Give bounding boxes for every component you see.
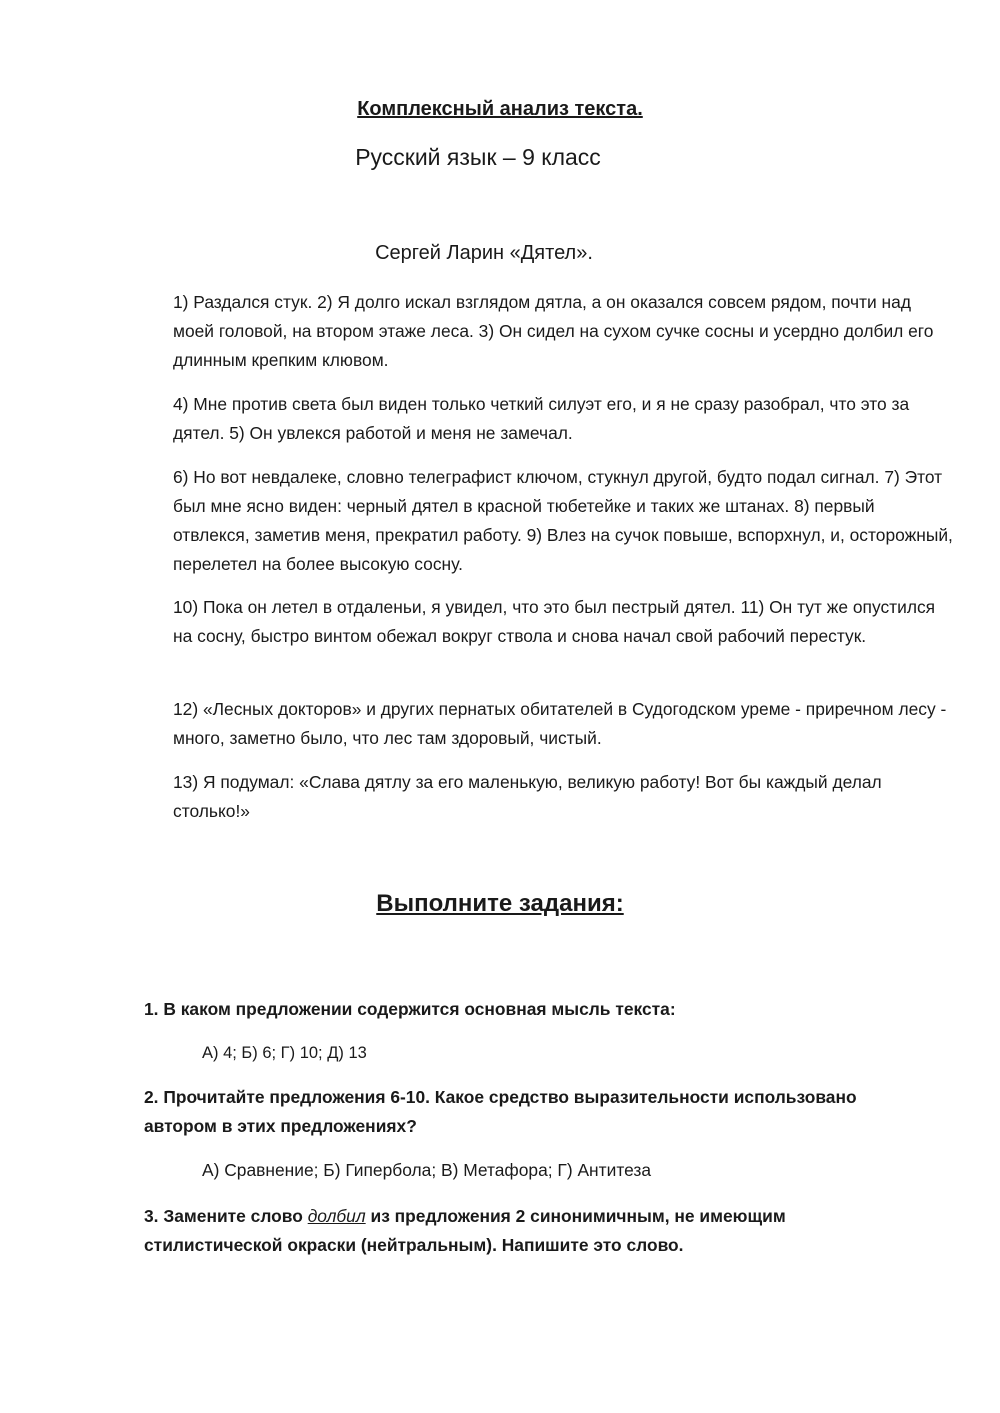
question-1-options: А) 4; Б) 6; Г) 10; Д) 13: [202, 1044, 367, 1062]
question-3: [144, 1202, 924, 1260]
story-paragraph-1: 1) Раздался стук. 2) Я долго искал взглядом дятла, а он оказался совсем рядом, почти над моей головой, на втором этаже леса. 3) Он сидел на сухом сучке сосны и усердно долбил его длинным крепким клювом.: [173, 292, 934, 370]
question-2: 2. Прочитайте предложения 6-10. Какое средство выразительности использовано автором в этих предложениях?: [144, 1087, 857, 1136]
document-title: Комплексный анализ текста.: [357, 98, 643, 120]
tasks-heading: Выполните задания:: [376, 890, 624, 917]
story-paragraph-2: 4) Мне против света был виден только четкий силуэт его, и я не сразу разобрал, что это за дятел. 5) Он увлекся работой и меня не замечал.: [173, 394, 910, 443]
story-paragraph-6: 13) Я подумал: «Слава дятлу за его маленькую, великую работу! Вот бы каждый делал столько!»: [173, 772, 882, 821]
question-2-options: А) Сравнение; Б) Гипербола; В) Метафора; Г) Антитеза: [202, 1160, 652, 1180]
story-paragraph-4: 10) Пока он летел в отдаленьи, я увидел, что это был пестрый дятел. 11) Он тут же опустился на сосну, быстро винтом обежал вокруг ствола и снова начал свой рабочий перестук.: [173, 597, 936, 646]
question-3-highlighted-word: долбил: [307, 1206, 366, 1226]
document-subtitle: Русский язык – 9 класс: [355, 144, 601, 170]
story-paragraph-5: 12) «Лесных докторов» и других пернатых обитателей в Судогодском уреме - приречном лесу - много, заметно было, что лес там здоровый, чистый.: [173, 699, 947, 748]
story-paragraph-3: 6) Но вот невдалеке, словно телеграфист ключом, стукнул другой, будто подал сигнал. 7) Этот был мне ясно виден: черный дятел в красной тюбетейке и таких же штанах. 8) первый отвлекся, заметив меня, прекратил работу. 9) Влез на сучок повыше, вспорхнул, и, осторожный, перелетел на более высокую сосну.: [173, 467, 953, 574]
story-title: Сергей Ларин «Дятел».: [375, 242, 593, 264]
question-3-prefix: 3. Замените слово: [144, 1206, 308, 1226]
question-1: 1. В каком предложении содержится основная мысль текста:: [144, 999, 676, 1019]
question-3-suffix: из предложения 2 синонимичным, не имеющим стилистической окраски (нейтральным). Напишите это слово.: [144, 1206, 786, 1255]
